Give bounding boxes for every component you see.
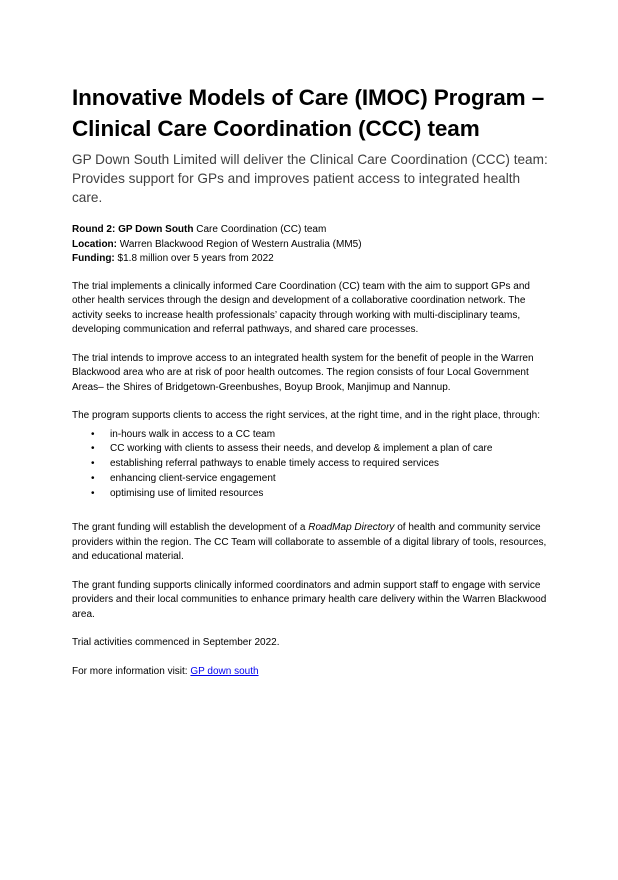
bullet-icon: • <box>91 458 95 470</box>
location-line <box>72 238 552 253</box>
title-line-2: Clinical Care Coordination (CCC) team <box>72 116 480 141</box>
location-label: Location: <box>72 238 117 250</box>
title-line-1: Innovative Models of Care (IMOC) Program – <box>72 85 545 110</box>
page-subtitle: GP Down South Limited will deliver the Clinical Care Coordination (CCC) team: Provides support for GPs and improves patient access to integrated health care. <box>72 152 548 205</box>
paragraph-trial-implements: The trial implements a clinically informed Care Coordination (CC) team with the aim to support GPs and other health services through the design and development of a collaborative coordination network. The activity seeks to increase health professionals’ capacity through working with multi-disciplinary teams, developing communication and referral pathways, and shared care processes. <box>72 280 530 335</box>
list-item: • optimising use of limited resources <box>72 487 552 502</box>
location-value: Warren Blackwood Region of Western Australia (MM5) <box>119 238 362 250</box>
list-item: • enhancing client-service engagement <box>72 472 552 487</box>
funding-label: Funding: <box>72 253 115 264</box>
funding-line <box>72 252 552 267</box>
round-organisation: GP Down South <box>118 224 194 235</box>
list-item: • CC working with clients to assess their needs, and develop & implement a plan of care <box>72 442 552 457</box>
round-team: Care Coordination (CC) team <box>196 224 327 235</box>
program-meta <box>72 223 552 267</box>
paragraph-more-info: For more information visit: GP down south <box>72 665 259 677</box>
paragraph-roadmap-directory: The grant funding will establish the development of a RoadMap Directory of health and community service providers within the region. The CC Team will collaborate to assemble of a digital library of tools, resources, and educational material. <box>72 522 547 563</box>
bullet-icon: • <box>91 472 95 484</box>
bullet-icon: • <box>91 487 95 499</box>
roadmap-directory-term: RoadMap Directory <box>308 522 395 534</box>
services-list <box>72 428 552 502</box>
document-content <box>72 82 552 679</box>
paragraph-program-supports: The program supports clients to access the right services, at the right time, and in the right place, through: <box>72 410 541 421</box>
list-item: • establishing referral pathways to enable timely access to required services <box>72 457 552 472</box>
bullet-icon: • <box>91 428 95 440</box>
round-label: Round 2: <box>72 224 116 235</box>
list-item: • in-hours walk in access to a CC team <box>72 428 552 443</box>
paragraph-trial-commenced: Trial activities commenced in September 2022. <box>72 637 280 649</box>
funding-value: $1.8 million over 5 years from 2022 <box>117 253 274 264</box>
gp-down-south-link[interactable]: GP down south <box>190 665 259 677</box>
paragraph-trial-intends: The trial intends to improve access to an integrated health system for the benefit of people in the Warren Blackwood area who are at risk of poor health outcomes. The region consists of four Local Government Areas– the Shires of Bridgetown-Greenbushes, Boyup Brook, Manjimup and Nannup. <box>72 352 534 393</box>
round-line <box>72 223 552 238</box>
page-title <box>72 82 552 144</box>
bullet-icon: • <box>91 443 95 455</box>
paragraph-coordinators: The grant funding supports clinically informed coordinators and admin support staff to engage with service providers and their local communities to enhance primary health care delivery within the Warren Blackwood area. <box>72 579 547 620</box>
